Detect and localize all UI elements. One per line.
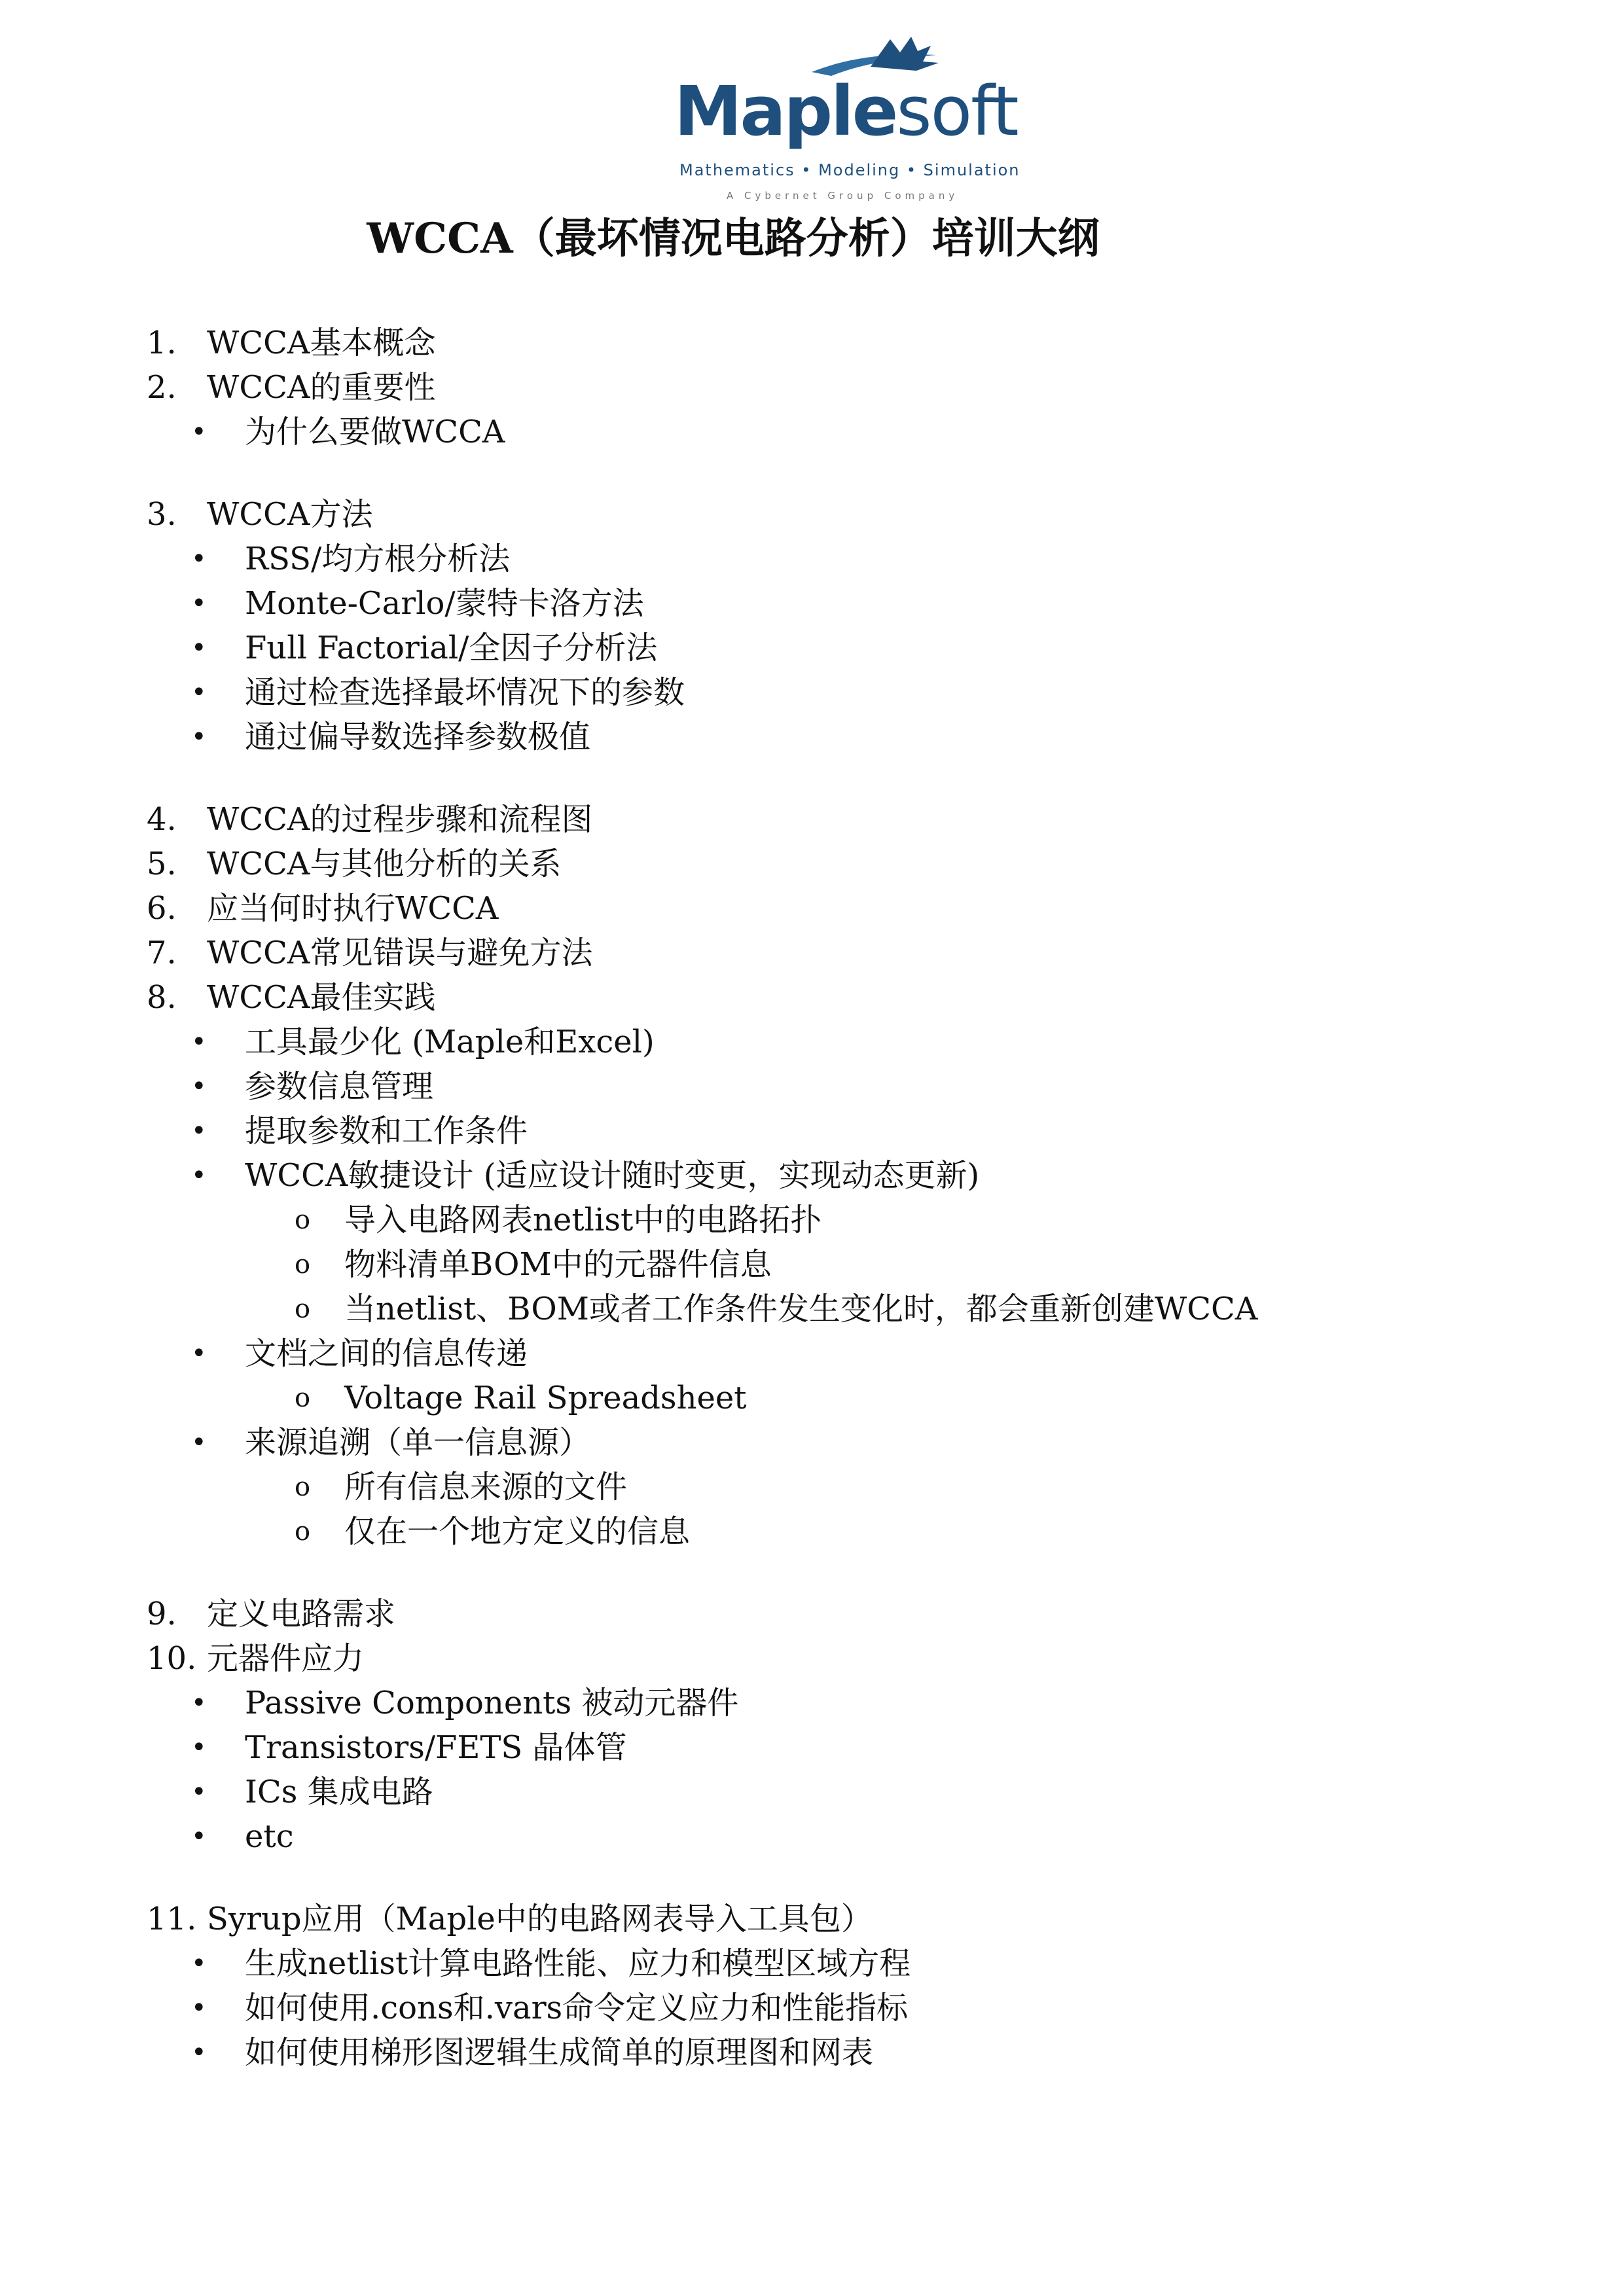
sub-item-text: Passive Components 被动元器件 xyxy=(245,1685,739,1721)
item-number: 4. xyxy=(147,801,177,838)
item-number: 7. xyxy=(147,935,177,971)
sub-item-text: 生成netlist计算电路性能、应力和模型区域方程 xyxy=(245,1945,911,1982)
bullet-icon: • xyxy=(191,633,207,663)
sub-item-text: WCCA敏捷设计 (适应设计随时变更，实现动态更新) xyxy=(245,1157,980,1194)
bullet-icon: • xyxy=(191,1338,207,1369)
bullet-icon: • xyxy=(191,722,207,752)
item-number: 1. xyxy=(147,325,177,361)
item-number: 6. xyxy=(147,890,177,927)
bullet-icon: • xyxy=(191,588,207,619)
circle-bullet-icon: o xyxy=(295,1516,311,1547)
sub-sub-item xyxy=(147,1465,1456,1509)
sub-item xyxy=(147,1020,1456,1064)
item-text: 定义电路需求 xyxy=(207,1596,396,1632)
sub-item xyxy=(147,1681,1456,1725)
list-item-11 xyxy=(147,1897,1456,1941)
circle-bullet-icon: o xyxy=(295,1472,311,1502)
bullet-icon: • xyxy=(191,1688,207,1718)
sub-sub-item xyxy=(147,1287,1456,1331)
sub-item xyxy=(147,1331,1456,1376)
sub-sub-item-text: 仅在一个地方定义的信息 xyxy=(344,1513,691,1550)
logo-subline: A Cybernet Group Company xyxy=(727,190,959,202)
item-text: WCCA的过程步骤和流程图 xyxy=(207,801,593,838)
bullet-icon: • xyxy=(191,417,207,447)
sub-item-text: Full Factorial/全因子分析法 xyxy=(245,630,658,666)
bullet-icon: • xyxy=(191,1821,207,1852)
page-title: WCCA（最坏情况电路分析）培训大纲 xyxy=(367,214,1100,263)
bullet-icon: • xyxy=(191,2037,207,2068)
sub-item-text: Transistors/FETS 晶体管 xyxy=(245,1729,627,1766)
sub-item xyxy=(147,1941,1456,1986)
item-text: WCCA最佳实践 xyxy=(207,979,436,1016)
list-item-4 xyxy=(147,797,1456,842)
sub-item xyxy=(147,1770,1456,1814)
sub-item xyxy=(147,1420,1456,1465)
circle-bullet-icon: o xyxy=(295,1205,311,1235)
bullet-icon: • xyxy=(191,677,207,708)
sub-item xyxy=(147,626,1456,670)
sub-item-text: etc xyxy=(245,1818,294,1855)
list-item-3 xyxy=(147,492,1456,537)
logo-brand-light: soft xyxy=(896,71,1018,151)
item-number: 10. xyxy=(147,1640,197,1677)
sub-item-text: 文档之间的信息传递 xyxy=(245,1335,528,1372)
bullet-icon: • xyxy=(191,1948,207,1979)
sub-item xyxy=(147,670,1456,715)
sub-item xyxy=(147,1109,1456,1153)
list-item-6 xyxy=(147,886,1456,931)
item-text: Syrup应用（Maple中的电路网表导入工具包） xyxy=(207,1901,873,1937)
sub-item-text: 如何使用.cons和.vars命令定义应力和性能指标 xyxy=(245,1990,909,2026)
sub-sub-item-text: 当netlist、BOM或者工作条件发生变化时，都会重新创建WCCA xyxy=(344,1291,1258,1327)
sub-item xyxy=(147,2030,1456,2075)
list-item-2 xyxy=(147,365,1456,410)
sub-item-text: ICs 集成电路 xyxy=(245,1774,433,1810)
item-text: WCCA与其他分析的关系 xyxy=(207,846,562,882)
item-number: 11. xyxy=(147,1901,197,1937)
item-text: 应当何时执行WCCA xyxy=(207,890,499,927)
list-item-10 xyxy=(147,1636,1456,1681)
bullet-icon: • xyxy=(191,1116,207,1146)
sub-item-text: 参数信息管理 xyxy=(245,1068,434,1105)
list-item-5 xyxy=(147,842,1456,886)
item-text: WCCA的重要性 xyxy=(207,369,436,406)
sub-item-text: 为什么要做WCCA xyxy=(245,414,505,450)
sub-item-text: 来源追溯（单一信息源） xyxy=(245,1424,591,1461)
bullet-icon: • xyxy=(191,1732,207,1763)
logo-brand-bold: Maple xyxy=(674,71,897,151)
item-number: 3. xyxy=(147,496,177,533)
sub-sub-item-text: 所有信息来源的文件 xyxy=(344,1469,628,1505)
bullet-icon: • xyxy=(191,1777,207,1807)
sub-item xyxy=(147,1986,1456,2030)
sub-sub-item xyxy=(147,1509,1456,1554)
item-text: WCCA常见错误与避免方法 xyxy=(207,935,593,971)
sub-sub-item-text: 导入电路网表netlist中的电路拓扑 xyxy=(344,1202,822,1238)
sub-item-text: RSS/均方根分析法 xyxy=(245,541,511,577)
bullet-icon: • xyxy=(191,1071,207,1102)
bullet-icon: • xyxy=(191,1027,207,1057)
sub-item-text: Monte-Carlo/蒙特卡洛方法 xyxy=(245,585,644,622)
sub-sub-item xyxy=(147,1376,1456,1420)
bullet-icon: • xyxy=(191,1993,207,2023)
list-item-1 xyxy=(147,321,1456,365)
sub-item xyxy=(147,1725,1456,1770)
sub-item xyxy=(147,1064,1456,1109)
sub-sub-item-text: Voltage Rail Spreadsheet xyxy=(344,1380,747,1416)
sub-item xyxy=(147,537,1456,581)
bullet-icon: • xyxy=(191,1160,207,1191)
item-text: WCCA方法 xyxy=(207,496,373,533)
sub-sub-item-text: 物料清单BOM中的元器件信息 xyxy=(344,1246,772,1283)
item-text: WCCA基本概念 xyxy=(207,325,436,361)
sub-item-text: 通过检查选择最坏情况下的参数 xyxy=(245,674,685,711)
item-number: 2. xyxy=(147,369,177,406)
list-item-8 xyxy=(147,975,1456,1020)
item-number: 9. xyxy=(147,1596,177,1632)
sub-item xyxy=(147,581,1456,626)
sub-item xyxy=(147,1153,1456,1198)
circle-bullet-icon: o xyxy=(295,1294,311,1324)
sub-item-text: 通过偏导数选择参数极值 xyxy=(245,719,591,755)
bullet-icon: • xyxy=(191,1427,207,1458)
maplesoft-logo xyxy=(674,33,1020,202)
bullet-icon: • xyxy=(191,544,207,574)
circle-bullet-icon: o xyxy=(295,1249,311,1280)
circle-bullet-icon: o xyxy=(295,1383,311,1413)
sub-sub-item xyxy=(147,1198,1456,1242)
item-text: 元器件应力 xyxy=(207,1640,365,1677)
logo-tagline: Mathematics • Modeling • Simulation xyxy=(679,161,1020,179)
item-number: 8. xyxy=(147,979,177,1016)
outline-list xyxy=(147,321,1456,2075)
list-item-7 xyxy=(147,931,1456,975)
sub-item-text: 提取参数和工作条件 xyxy=(245,1113,528,1149)
sub-item xyxy=(147,410,1456,454)
sub-sub-item xyxy=(147,1242,1456,1287)
sub-item-text: 工具最少化 (Maple和Excel) xyxy=(245,1024,655,1060)
sub-item xyxy=(147,1814,1456,1859)
sub-item xyxy=(147,715,1456,759)
sub-item-text: 如何使用梯形图逻辑生成简单的原理图和网表 xyxy=(245,2034,874,2071)
item-number: 5. xyxy=(147,846,177,882)
list-item-9 xyxy=(147,1592,1456,1636)
logo-wordmark xyxy=(674,71,1018,151)
